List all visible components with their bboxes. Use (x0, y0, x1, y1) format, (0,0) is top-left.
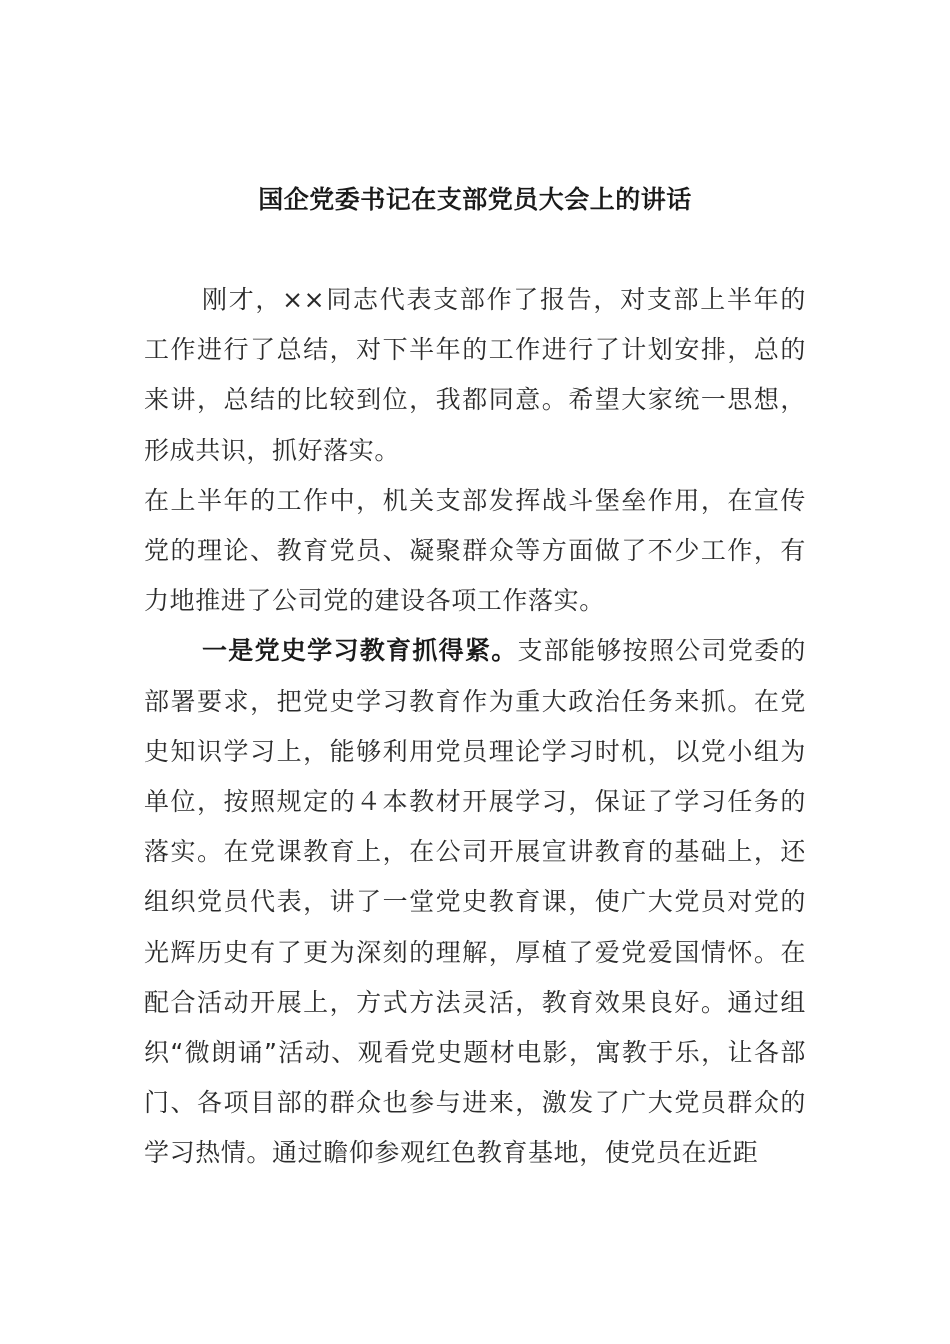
paragraph-opening: 刚才，××同志代表支部作了报告，对支部上半年的工作进行了总结，对下半年的工作进行了计划安排，总的来讲，总结的比较到位，我都同意。希望大家统一思想，形成共识，抓好落实。 (144, 285, 806, 465)
paragraph-lead-heading: 一是党史学习教育抓得紧。 (202, 636, 518, 666)
paragraph-summary: 在上半年的工作中，机关支部发挥战斗堡垒作用，在宣传党的理论、教育党员、凝聚群众等方面做了不少工作，有力地推进了公司党的建设各项工作落实。 (144, 485, 806, 616)
document-title: 国企党委书记在支部党员大会上的讲话 (258, 185, 692, 214)
paragraph-party-history (144, 626, 806, 1178)
paragraph-party-history-text: 支部能够按照公司党委的部署要求，把党史学习教育作为重大政治任务来抓。在党史知识学习上，能够利用党员理论学习时机，以党小组为单位，按照规定的４本教材开展学习，保证了学习任务的落实。在党课教育上，在公司开展宣讲教育的基础上，还组织党员代表，讲了一堂党史教育课，使广大党员对党的光辉历史有了更为深刻的理解，厚植了爱党爱国情怀。在配合活动开展上，方式方法灵活，教育效果良好。通过组织“微朗诵”活动、观看党史题材电影，寓教于乐，让各部门、各项目部的群众也参与进来，激发了广大党员群众的学习热情。通过瞻仰参观红色教育基地，使党员在近距 (144, 636, 807, 1168)
document-body (144, 275, 806, 1179)
